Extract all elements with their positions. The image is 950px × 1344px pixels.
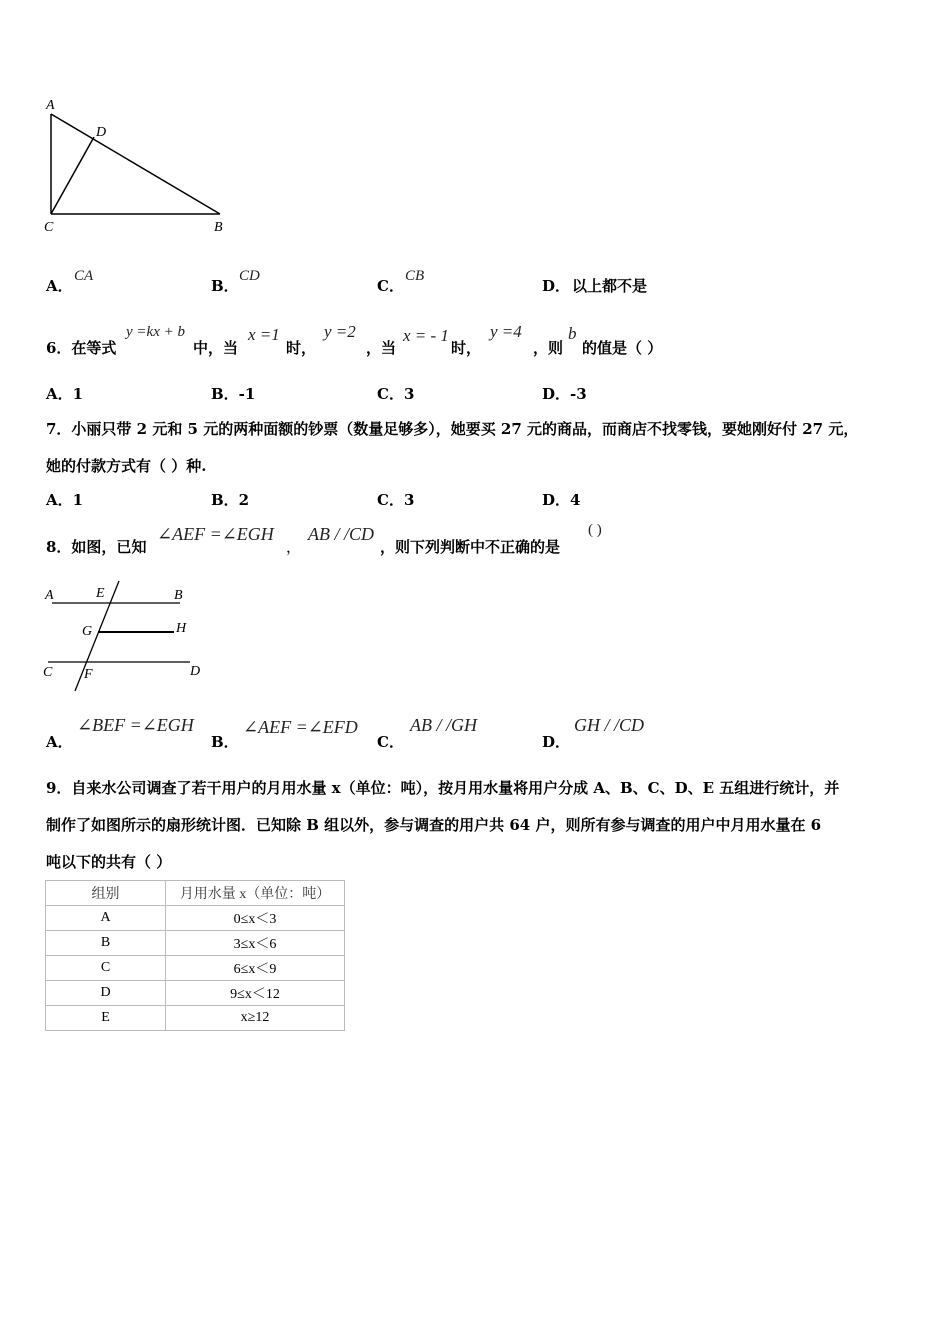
q5-option-d-text: 以上都不是 xyxy=(572,277,648,295)
q5-option-a-math: CA xyxy=(74,268,94,284)
q7-option-c: C．3 xyxy=(377,491,415,509)
q9-stem-line-1: 9．自来水公司调查了若干用户的月用水量 x（单位：吨），按月用水量将用户分成 A、B、C、D、E 五组进行统计，并 xyxy=(46,779,840,797)
label-h: H xyxy=(176,621,187,636)
table-cell-range: 0≤x＜3 xyxy=(166,906,345,931)
q6-text-5: ，则 xyxy=(533,339,564,357)
table-cell-group: C xyxy=(46,956,166,981)
label-g: G xyxy=(82,624,93,639)
q6-condition-4: y =4 xyxy=(490,322,522,341)
table-header-usage: 月用水量 x（单位：吨） xyxy=(166,881,345,906)
table-row xyxy=(46,906,345,931)
table-cell-range: 9≤x＜12 xyxy=(166,981,345,1006)
label-b: B xyxy=(174,588,183,603)
segment-ab xyxy=(51,114,220,214)
q8-stem xyxy=(46,520,926,556)
q5-option-a-label: A． xyxy=(46,277,73,295)
table-row xyxy=(46,981,345,1006)
q8-answer-paren: ( ) xyxy=(588,522,602,538)
water-usage-table xyxy=(45,880,345,1031)
q8-option-c-label: C． xyxy=(377,733,404,751)
q8-option-d-label: D． xyxy=(542,733,571,751)
table-row xyxy=(46,931,345,956)
q8-option-a-label: A． xyxy=(46,733,73,751)
label-b: B xyxy=(214,220,223,235)
q9-stem-line-2: 制作了如图所示的扇形统计图．已知除 B 组以外，参与调查的用户共 64 户，则所有参与调查的用户中月用水量在 6 xyxy=(46,816,822,834)
q6-text-6: 的值是（ ） xyxy=(582,339,663,357)
table-cell-group: D xyxy=(46,981,166,1006)
q8-condition-parallel: AB / /CD xyxy=(308,524,374,544)
label-a: A xyxy=(45,588,54,603)
q6-option-d: D．-3 xyxy=(542,385,587,403)
parallel-lines-figure xyxy=(40,575,220,700)
triangle-figure xyxy=(40,92,240,242)
q5-options xyxy=(46,268,926,298)
q5-option-c-math: CB xyxy=(405,268,425,284)
table-cell-group: B xyxy=(46,931,166,956)
q8-condition-angles: ∠AEF =∠EGH xyxy=(157,524,274,544)
q6-stem xyxy=(46,322,926,358)
q6-option-b: B．-1 xyxy=(211,385,256,403)
label-c: C xyxy=(43,665,53,680)
table-header-group: 组别 xyxy=(46,881,166,906)
q8-options xyxy=(46,713,926,749)
q8-comma: ， xyxy=(286,538,302,556)
q6-option-c: C．3 xyxy=(377,385,415,403)
q7-stem-line-1: 7．小丽只带 2 元和 5 元的两种面额的钞票（数量足够多），她要买 27 元的商品，而商店不找零钱，要她刚好付 27 元， xyxy=(46,420,859,438)
table-row xyxy=(46,956,345,981)
table-cell-range: 3≤x＜6 xyxy=(166,931,345,956)
q7-option-a: A．1 xyxy=(46,491,84,509)
q6-options xyxy=(46,383,926,405)
q5-option-c-label: C． xyxy=(377,277,404,295)
table-row xyxy=(46,1006,345,1031)
table-cell-group: E xyxy=(46,1006,166,1031)
q8-text: ，则下列判断中不正确的是 xyxy=(380,538,561,556)
q8-option-c-math: AB / /GH xyxy=(410,715,477,735)
q8-option-d-math: GH / /CD xyxy=(574,715,645,735)
q7-option-b: B．2 xyxy=(211,491,250,509)
segment-cd xyxy=(51,137,94,214)
q6-equation: y =kx + b xyxy=(126,324,185,340)
q5-option-d-label: D． xyxy=(542,277,571,295)
q8-option-b-label: B． xyxy=(211,733,239,751)
q6-text-3: ，当 xyxy=(366,339,397,357)
q5-option-b-label: B． xyxy=(211,277,239,295)
q8-option-b-math: ∠AEF =∠EFD xyxy=(243,717,358,737)
label-f: F xyxy=(84,667,93,682)
label-d: D xyxy=(96,125,107,140)
q6-prefix: 6．在等式 xyxy=(46,339,117,357)
table-cell-group: A xyxy=(46,906,166,931)
label-c: C xyxy=(44,220,54,235)
q6-text-4: 时， xyxy=(451,339,482,357)
q6-condition-5: b xyxy=(568,324,577,343)
q6-text-1: 中，当 xyxy=(193,339,239,357)
q7-options xyxy=(46,489,926,511)
table-cell-range: x≥12 xyxy=(166,1006,345,1031)
q7-stem-line-2: 她的付款方式有（ ）种. xyxy=(46,457,207,475)
q6-condition-3: x = - 1 xyxy=(403,326,449,345)
label-d: D xyxy=(190,664,201,679)
label-e: E xyxy=(96,586,105,601)
q6-condition-2: y =2 xyxy=(324,322,356,341)
q6-condition-1: x =1 xyxy=(248,325,280,344)
q8-option-a-math: ∠BEF =∠EGH xyxy=(77,715,194,735)
table-cell-range: 6≤x＜9 xyxy=(166,956,345,981)
q6-option-a: A．1 xyxy=(46,385,84,403)
q8-prefix: 8．如图，已知 xyxy=(46,538,147,556)
label-a: A xyxy=(46,98,55,113)
table-header-row xyxy=(46,881,345,906)
q9-stem-line-3: 吨以下的共有（ ） xyxy=(46,853,172,871)
q5-option-b-math: CD xyxy=(239,268,260,284)
q6-text-2: 时， xyxy=(286,339,317,357)
q7-option-d: D．4 xyxy=(542,491,581,509)
